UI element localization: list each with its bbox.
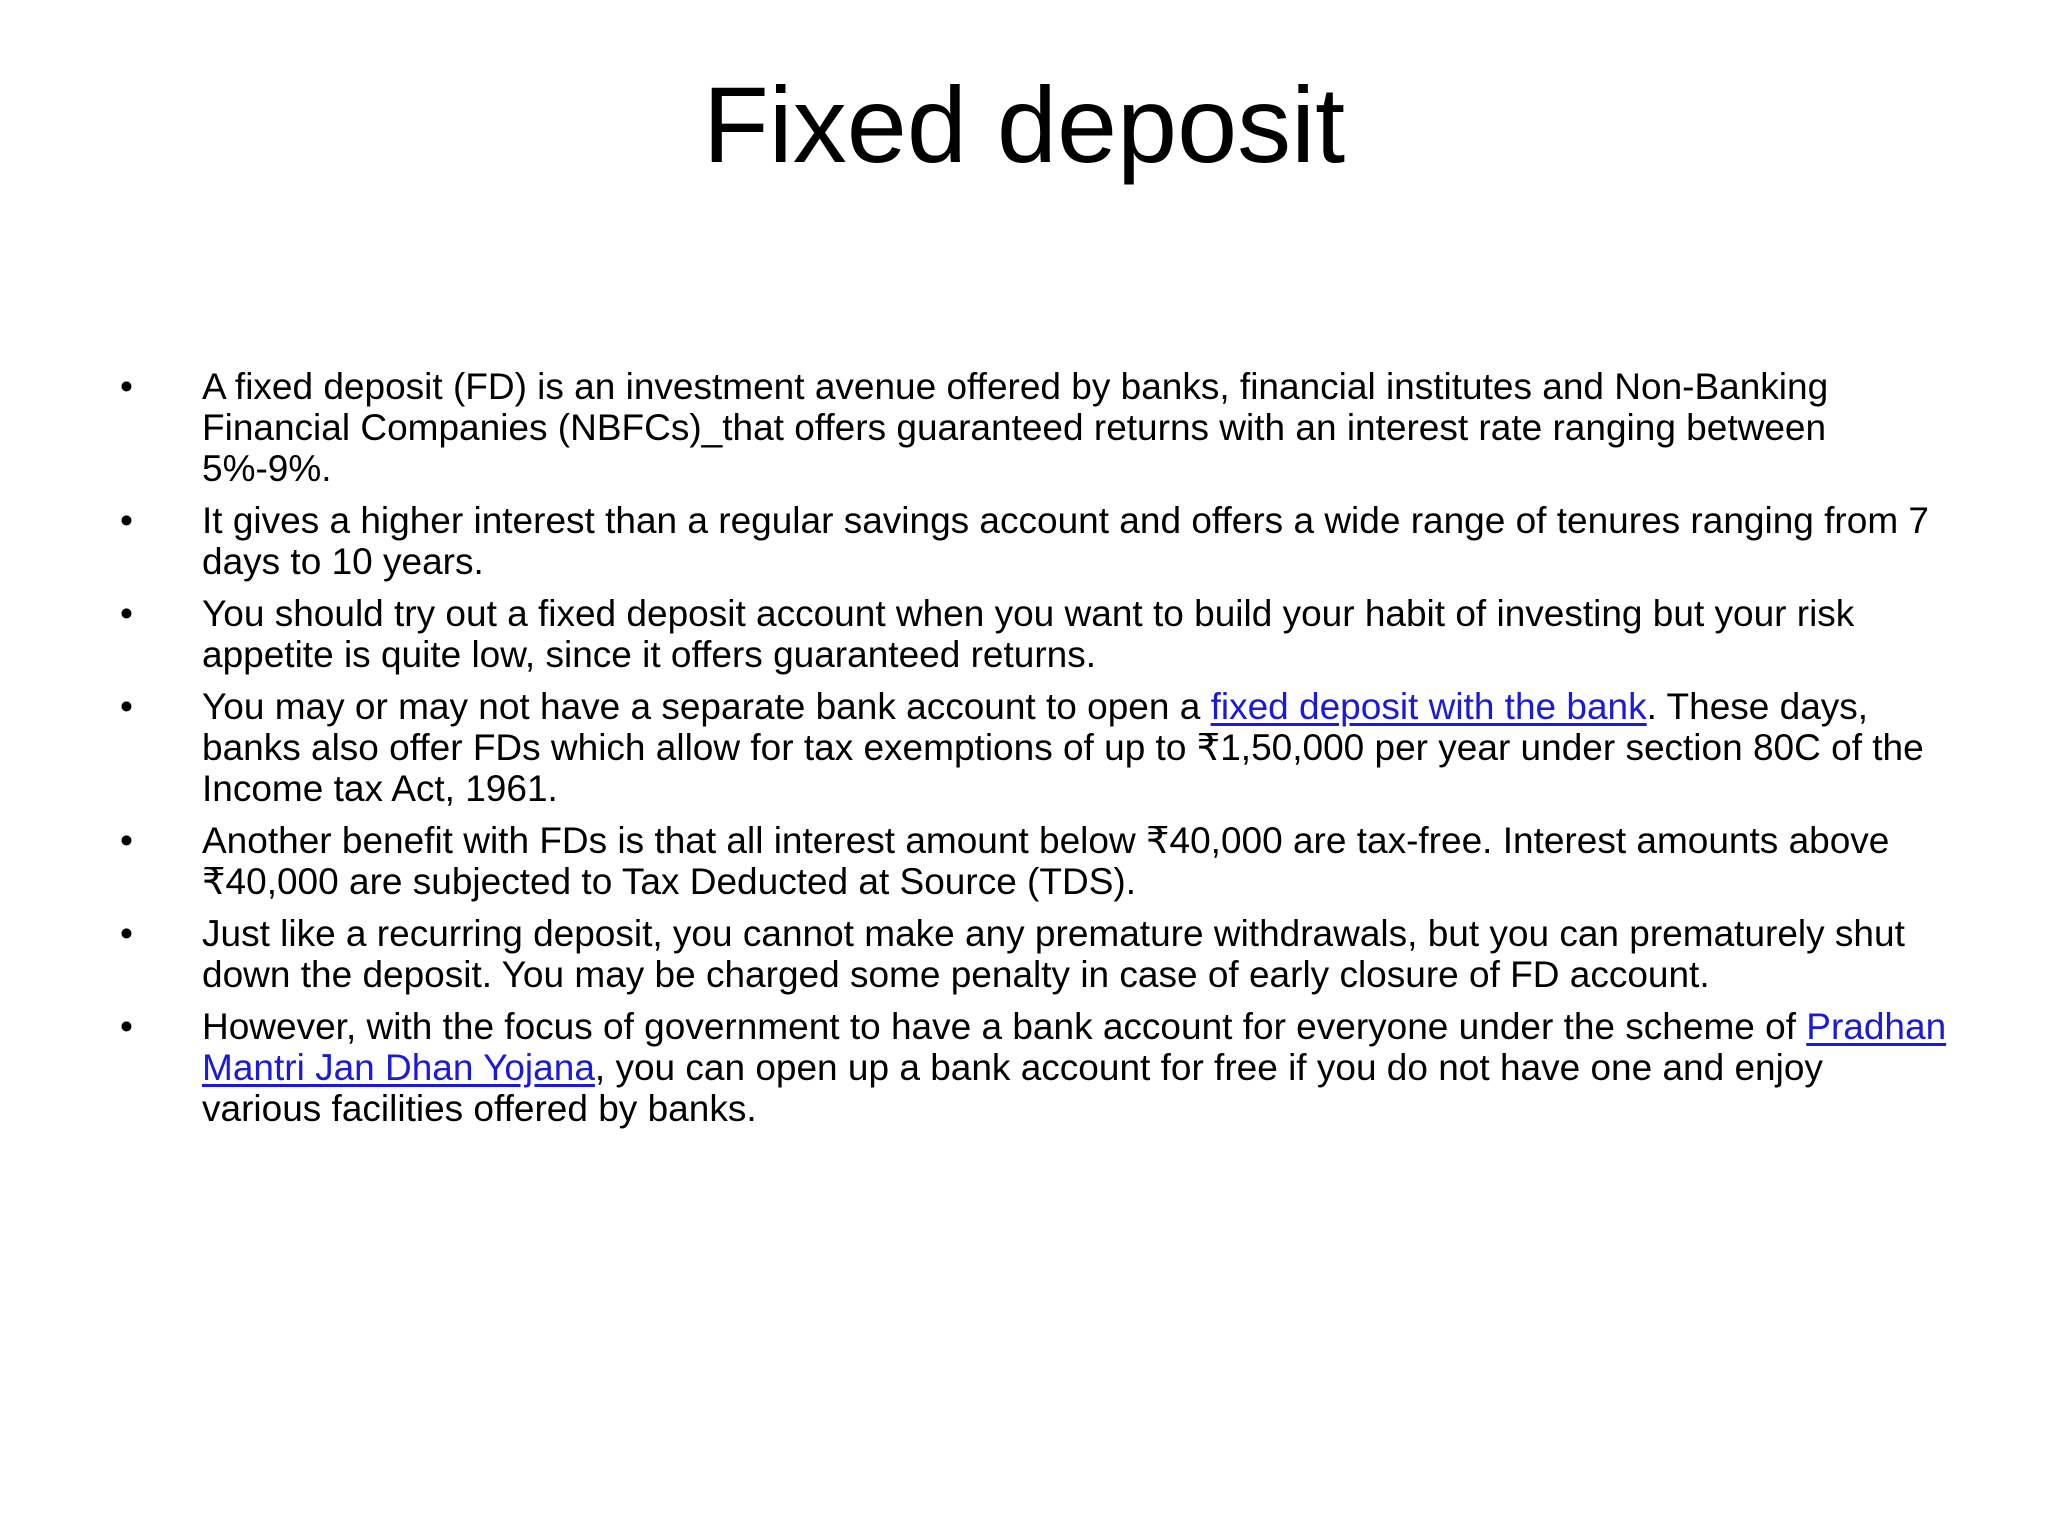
bullet-icon: •: [120, 820, 133, 861]
bullet-list: [118, 366, 1948, 1140]
bullet-text-continued: , you can open up a bank account for free if you do not have one and enjoy various facilities offered by banks.: [202, 1047, 1823, 1129]
bullet-icon: •: [120, 1006, 133, 1047]
jan-dhan-yojana-link[interactable]: Pradhan Mantri Jan Dhan Yojana: [202, 1006, 1947, 1088]
bullet-item-when-to-use: [118, 593, 1948, 675]
bullet-item-withdrawals: [118, 913, 1948, 995]
bullet-item-interest-tenure: [118, 500, 1948, 582]
bullet-icon: •: [120, 593, 133, 634]
bullet-icon: •: [120, 913, 133, 954]
bullet-text: However, with the focus of government to have a bank account for everyone under the scheme of: [202, 1006, 1807, 1047]
bullet-text: You may or may not have a separate bank account to open a: [202, 686, 1211, 727]
slide-title: Fixed deposit: [702, 64, 1346, 185]
bullet-item-bank-account: [118, 686, 1948, 809]
bullet-text: You should try out a fixed deposit account when you want to build your habit of investing but your risk appetite is quite low, since it offers guaranteed returns.: [202, 593, 1855, 675]
bullet-item-jan-dhan: [118, 1006, 1948, 1129]
bullet-icon: •: [120, 686, 133, 727]
bullet-text: It gives a higher interest than a regular savings account and offers a wide range of tenures ranging from 7 days to 10 years.: [202, 500, 1930, 582]
fixed-deposit-link[interactable]: fixed deposit with the bank: [1210, 686, 1647, 727]
bullet-icon: •: [120, 500, 133, 541]
bullet-text: Another benefit with FDs is that all interest amount below ₹40,000 are tax-free. Interest amounts above ₹40,000 are subjected to Tax Deducted at Source (TDS).: [202, 820, 1890, 902]
bullet-text: Just like a recurring deposit, you cannot make any premature withdrawals, but you can prematurely shut down the deposit. You may be charged some penalty in case of early closure of FD account.: [202, 913, 1905, 995]
bullet-item-tax-benefit: [118, 820, 1948, 902]
bullet-text-continued: . These days, banks also offer FDs which allow for tax exemptions of up to ₹1,50,000 per year under section 80C of the Income tax Act, 1961.: [202, 686, 1924, 809]
bullet-item-fd-definition: [118, 366, 1948, 489]
bullet-icon: •: [120, 366, 133, 407]
bullet-text: A fixed deposit (FD) is an investment avenue offered by banks, financial institutes and Non-Banking Financial Companies (NBFCs)_that offers guaranteed returns with an interest rate ranging between 5%-9%.: [202, 366, 1829, 489]
